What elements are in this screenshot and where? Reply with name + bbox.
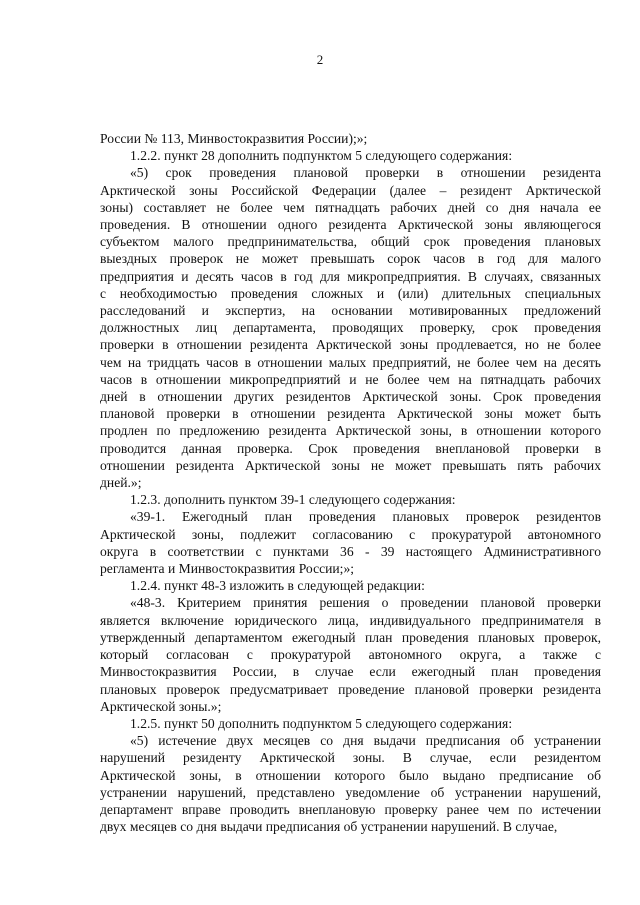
text-line: выездных проверок не может превышать сорок часов в год для малого [100,251,601,267]
text-line: отношении резидента Арктической зоны не может превышать пять рабочих [100,457,601,473]
text-line: «5) истечение двух месяцев со дня выдачи предписания об устранении [130,733,601,749]
paragraph [100,164,601,491]
text-line: проверки в отношении резидента Арктической зоны продлевается, но не более [100,337,601,353]
text-line: «5) срок проведения плановой проверки в отношении резидента [130,165,601,181]
paragraph [100,491,601,508]
text-line: «48-3. Критерием принятия решения о проведении плановой проверки [130,595,601,611]
text-line: субъектом малого предпринимательства, общий срок проведения плановых [100,234,601,250]
paragraph [100,577,601,594]
text-line: «39-1. Ежегодный план проведения плановых проверок резидентов [130,509,601,525]
text-line: нарушений резиденту Арктической зоны. В случае, если резидентом [100,750,601,766]
text-line: плановой проверки в отношении резидента Арктической зоны может быть [100,406,601,422]
text-line: 1.2.2. пункт 28 дополнить подпунктом 5 следующего содержания: [130,148,513,164]
text-line: плановых проверок предусматривает проведение плановой проверки резидента [100,681,601,697]
paragraph [100,147,601,164]
text-line: 1.2.4. пункт 48-3 изложить в следующей редакции: [130,578,425,594]
text-line: 1.2.3. дополнить пунктом 39-1 следующего содержания: [130,492,456,508]
text-line: продлен по предложению резидента Арктической зоны, в отношении которого [100,423,601,439]
text-line: округа в соответствии с пунктами 36 - 39 настоящего Административного [100,543,601,559]
text-line: Минвостокразвития России, в случае если ежегодный план проведения [100,664,601,680]
text-line: России № 113, Минвостокразвития России);»; [100,131,368,146]
paragraph [100,508,601,577]
text-line: устранении нарушений, представлено уведомление об устранении нарушений, [100,784,601,800]
text-line: 1.2.5. пункт 50 дополнить подпунктом 5 следующего содержания: [130,715,513,731]
text-line: проведения. В отношении одного резидента Арктической зоны являющегося [100,217,601,233]
paragraph [100,715,601,732]
text-line: Арктической зоны, подлежит согласованию с прокуратурой автономного [100,526,601,542]
text-line: зоны) составляет не более чем пятнадцать рабочих дней со дня начала ее [100,199,601,215]
text-line: дней в отношении других резидентов Арктической зоны. Срок проведения [100,389,601,405]
text-line: расследований и экспертиз, на основании мотивированных предложений [100,303,601,319]
text-line: часов в отношении микропредприятий и не более чем на пятнадцать рабочих [100,371,601,387]
text-line: департамент вправе проводить внеплановую проверку ранее чем по истечении [100,801,601,817]
text-line: Арктической зоны.»; [100,698,222,714]
document-body [100,130,601,835]
text-line: с необходимостью проведения сложных и (или) длительных специальных [100,285,601,301]
text-line: регламента и Минвостокразвития России;»; [100,561,355,577]
paragraph [100,732,601,835]
text-line: является включение юридического лица, индивидуального предпринимателя в [100,612,601,628]
text-line: предприятия и десять часов в год для микропредприятия. В случаях, связанных [100,268,601,284]
text-line: чем на тридцать часов в отношении малых предприятий, не более чем на десять [100,354,601,370]
text-line: Арктической зоны Российской Федерации (далее – резидент Арктической [100,182,601,198]
paragraph [100,594,601,714]
page-number: 2 [316,52,324,67]
paragraph [100,130,601,147]
text-line: должностных лиц департамента, проводящих проверку, срок проведения [100,320,601,336]
text-line: Арктической зоны, в отношении которого было выдано предписание об [100,767,601,783]
text-line: дней.»; [100,475,142,491]
text-line: который согласован с прокуратурой автономного округа, а также с [100,647,601,663]
text-line: утвержденный департаментом ежегодный план проведения плановых проверок, [100,629,601,645]
text-line: проводится данная проверка. Срок проведения внеплановой проверки в [100,440,601,456]
text-line: двух месяцев со дня выдачи предписания об устранении нарушений. В случае, [100,819,558,835]
